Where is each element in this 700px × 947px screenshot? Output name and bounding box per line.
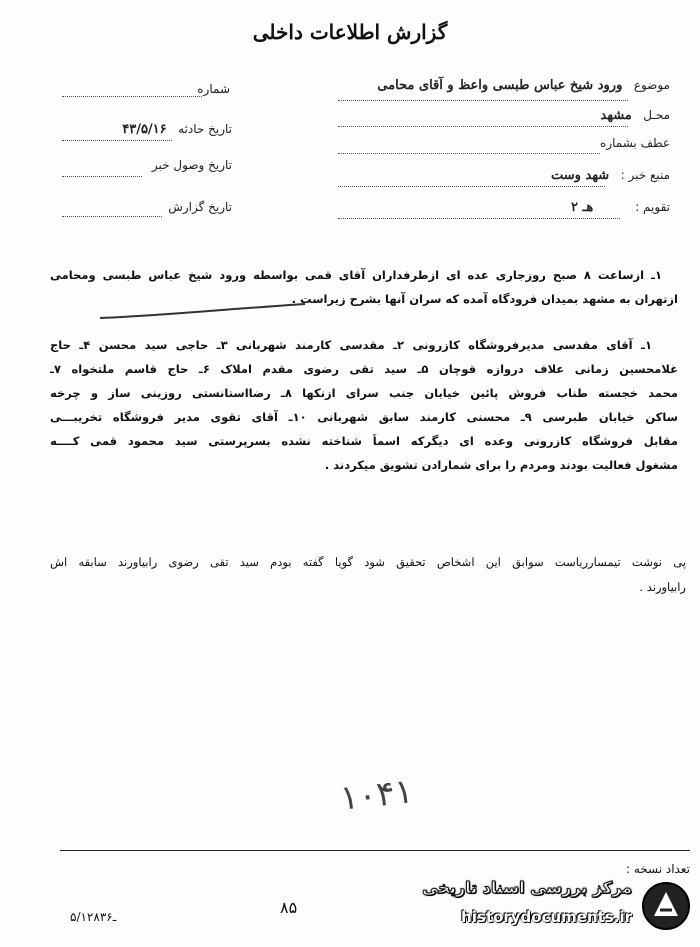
subject-dots xyxy=(338,100,628,101)
source-value: شهد وست xyxy=(550,168,610,183)
evaluation-row xyxy=(330,200,670,215)
subject-row xyxy=(330,78,670,93)
note-line-2: رابیاورند . xyxy=(639,580,686,594)
location-value: مشهد xyxy=(600,108,632,123)
receipt-date-dots xyxy=(62,176,142,177)
number-dots xyxy=(62,96,202,97)
body-line-3: ۱ـ آقای مقدسی مدیرفروشگاه کازرونی ۲ـ مقدسی کارمند شهربانی ۳ـ حاجی سید محسن ۴ـ حاج xyxy=(50,338,652,352)
subject-value: ورود شیخ عباس طبسی واعظ و آقای محامی xyxy=(377,78,623,93)
receipt-date-label: تاریخ وصول خبر xyxy=(151,158,232,172)
evaluation-label: تقویم : xyxy=(635,200,670,214)
evaluation-value: هـ ۲ xyxy=(571,200,594,215)
reference-label: عطف بشماره xyxy=(600,136,670,150)
body-line-6: ساکن خیابان طبرسی ۹ـ محسنی کارمند سابق شهربانی ۱۰ـ آقای تقوی مدیر فروشگاه تخریبـــی xyxy=(50,410,678,424)
incident-date-row xyxy=(60,122,232,137)
source-row xyxy=(330,168,670,183)
footer-separator xyxy=(60,850,690,851)
archive-logo-icon xyxy=(640,880,692,932)
body-line-2: ازتهران به مشهد بمیدان فرودگاه آمده که سران آنها بشرح زیراست . xyxy=(291,292,678,306)
body-line-5: محمد خجسته طناب فروش پائین خیابان جنب سرای ازنکها ۸ـ رضااستانستی روزینی ساز و چرخه xyxy=(50,386,678,400)
evaluation-dots xyxy=(338,218,620,219)
subject-label: موضوع xyxy=(633,78,670,92)
handwritten-archive-number: ۱۰۴۱ xyxy=(338,771,415,819)
report-title: گزارش اطلاعات داخلی xyxy=(252,20,448,44)
archive-watermark xyxy=(392,878,692,938)
underline-stroke xyxy=(95,300,315,324)
form-code: ۵/۱۲۸ـ۳۶ xyxy=(70,910,117,924)
source-label: منبع خبر : xyxy=(620,168,670,182)
note-line-1: پی نوشت تیمسارریاست سوابق این اشخاص تحقیق شود گویا گفته بودم سید تقی رضوی رابیاورند سابقه اش xyxy=(50,555,686,569)
body-line-8: مشغول فعالیت بودند ومردم را برای شمارادن تشویق میکردند . xyxy=(324,458,678,472)
source-dots xyxy=(338,186,605,187)
copies-label: تعداد نسخه : xyxy=(625,862,690,876)
body-line-1: ۱ـ ازساعت ۸ صبح روزجاری عده ای ازطرفداران آقای قمی بواسطه ورود شیخ عباس طبسی ومحامی xyxy=(50,268,662,282)
report-date-label: تاریخ گزارش xyxy=(168,200,232,214)
location-dots xyxy=(338,126,628,127)
body-line-7: مقابل فروشگاه کازرونی وعده ای دیگرکه اسماً شناخته نشده بسرپرستی سید محمود قمی کــــه xyxy=(50,434,678,448)
receipt-date-row xyxy=(60,158,232,172)
location-row xyxy=(330,108,670,123)
watermark-url: historydocuments.ir xyxy=(461,908,632,926)
number-row xyxy=(60,82,230,96)
incident-date-value: ۴۳/۵/۱۶ xyxy=(122,122,167,137)
number-label: شماره xyxy=(197,82,230,96)
location-label: محـل xyxy=(643,108,670,122)
reference-row xyxy=(330,136,670,150)
body-line-4: غلامحسین زمانی علاف دروازه قوچان ۵ـ سید تقی رضوی مقدم املاک ۶ـ حاج قاسم ملتخواه ۷ـ xyxy=(50,362,678,376)
page-mark: ۸۵ xyxy=(280,898,298,917)
incident-date-dots xyxy=(62,140,172,141)
watermark-title: مرکز بررسی اسناد تاریخی xyxy=(422,878,632,897)
reference-dots xyxy=(338,153,600,154)
report-date-dots xyxy=(62,216,162,217)
incident-date-label: تاریخ حادثه xyxy=(178,122,232,136)
report-date-row xyxy=(60,200,232,214)
